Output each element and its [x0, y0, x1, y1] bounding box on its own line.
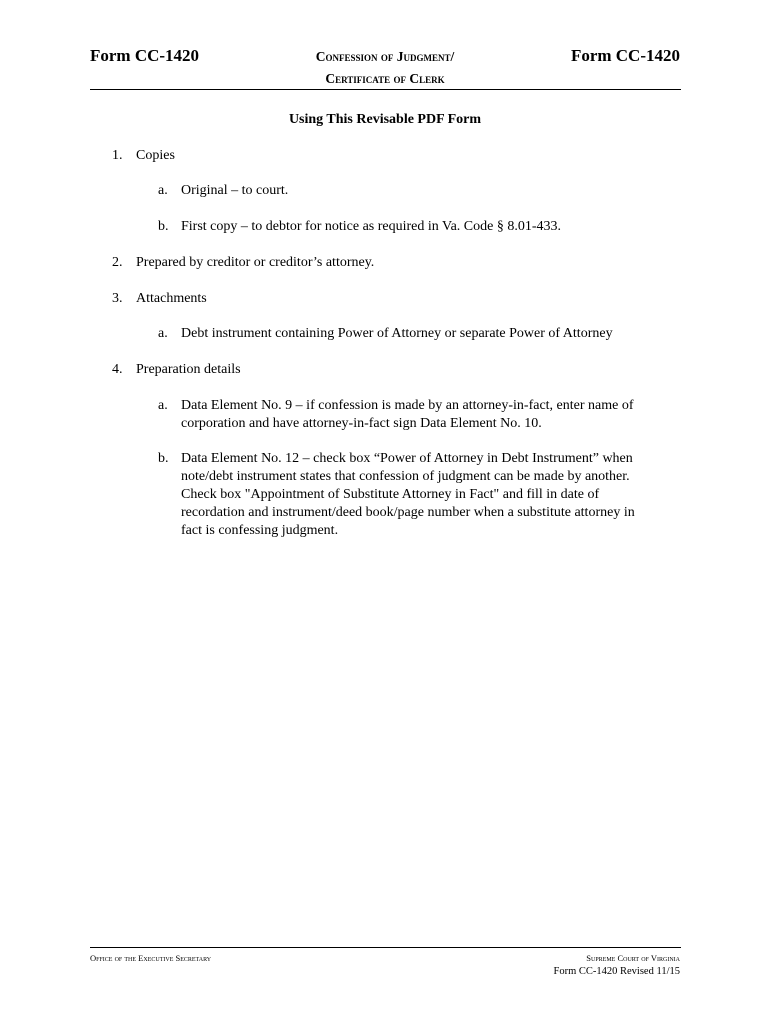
subitem-text	[181, 397, 681, 433]
item-number: 2.	[112, 255, 123, 270]
subitem-line: corporation and have attorney-in-fact sign Data Element No. 10.	[181, 416, 542, 431]
subitem-text	[181, 325, 681, 343]
item-heading-preparation-details: Preparation details	[136, 362, 241, 377]
subitem-letter: a.	[158, 398, 168, 413]
subitem-line: First copy – to debtor for notice as required in Va. Code § 8.01-433.	[181, 219, 562, 234]
item-heading-attachments: Attachments	[136, 291, 207, 306]
subitem-line: Original – to court.	[181, 183, 289, 198]
footer-court: Supreme Court of Virginia	[586, 953, 680, 963]
subitem-line: Debt instrument containing Power of Attorney or separate Power of Attorney	[181, 326, 613, 341]
form-title-line2: Certificate of Clerk	[325, 71, 445, 86]
subitem-text	[181, 218, 681, 236]
subitem-line: fact is confessing judgment.	[181, 523, 339, 538]
form-number-right: Form CC-1420	[570, 46, 680, 65]
subitem-text	[181, 450, 681, 540]
subitem-text	[181, 182, 681, 200]
page-subtitle: Using This Revisable PDF Form	[288, 112, 482, 127]
subitem-letter: a.	[158, 183, 168, 198]
item-number: 1.	[112, 148, 123, 163]
subitem-letter: b.	[158, 219, 169, 234]
subitem-line: Data Element No. 12 – check box “Power of Attorney in Debt Instrument” when	[181, 451, 633, 466]
header-divider	[90, 89, 681, 90]
subitem-letter: a.	[158, 326, 168, 341]
item-heading-copies: Copies	[136, 148, 175, 163]
subitem-line: recordation and instrument/deed book/page number when a substitute attorney in	[181, 505, 635, 520]
subitem-letter: b.	[158, 451, 169, 466]
subitem-line: note/debt instrument states that confession of judgment can be made by another.	[181, 469, 630, 484]
item-heading-prepared-by: Prepared by creditor or creditor’s attorney.	[136, 255, 375, 270]
footer-revision: Form CC-1420 Revised 11/15	[553, 966, 680, 977]
form-title-line1: Confession of Judgment/	[315, 49, 455, 64]
item-number: 3.	[112, 291, 123, 306]
item-number: 4.	[112, 362, 123, 377]
footer-office: Office of the Executive Secretary	[90, 953, 212, 963]
footer-divider	[90, 947, 681, 948]
subitem-line: Check box "Appointment of Substitute Attorney in Fact" and fill in date of	[181, 487, 600, 502]
form-number-left: Form CC-1420	[90, 46, 200, 65]
subitem-line: Data Element No. 9 – if confession is made by an attorney-in-fact, enter name of	[181, 398, 634, 413]
